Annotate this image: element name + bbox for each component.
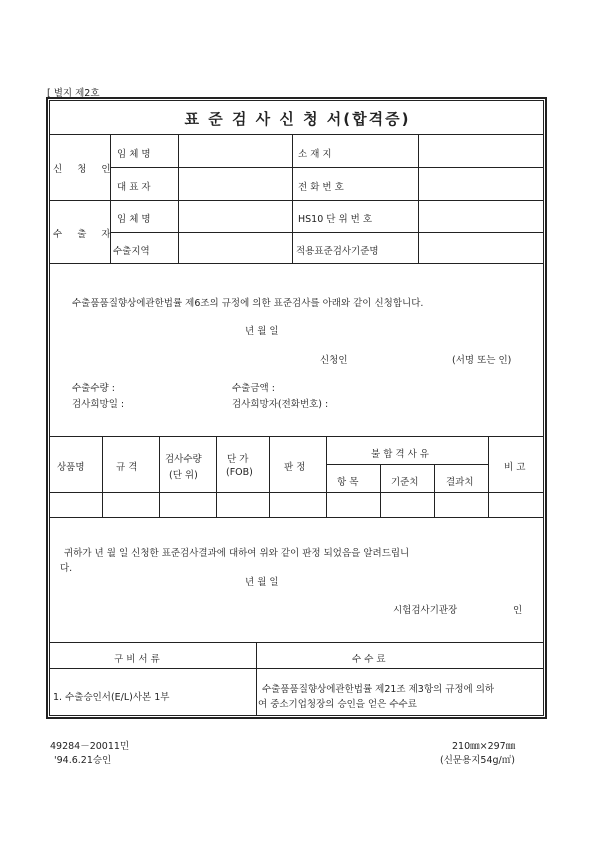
exporter-company-field[interactable]	[180, 202, 290, 230]
col-item-header: 항 목	[337, 477, 359, 488]
fee-header: 수 수 료	[352, 654, 386, 665]
rule-col-qty	[216, 436, 217, 517]
rule-col-product	[102, 436, 103, 517]
col-remarks-header: 비 고	[504, 462, 526, 473]
rule-col-standard	[434, 464, 435, 517]
rule-col-price	[269, 436, 270, 517]
rule-right-label-divider	[418, 134, 419, 263]
col-judgement-header: 판 정	[284, 462, 306, 473]
applicant-address-label: 소 재 지	[298, 149, 332, 160]
rule-table-header-bottom	[49, 492, 544, 493]
request-export-amount: 수출금액 :	[232, 383, 275, 394]
exporter-standard-label: 적용표준검사기준명	[296, 246, 379, 257]
rule-footer-top	[49, 642, 544, 643]
rule-applicant-bottom	[49, 200, 544, 201]
paper-type: (신문용지54g/㎡)	[440, 755, 515, 766]
paper-size: 210㎜×297㎜	[452, 741, 516, 752]
exporter-region-label: 수출지역	[113, 246, 150, 257]
rule-footer-header-bottom	[49, 668, 544, 669]
col-spec-header: 규 격	[116, 462, 138, 473]
result-notice-line2: 다.	[60, 563, 73, 574]
rule-mid-divider	[292, 134, 293, 263]
rule-col-item	[380, 464, 381, 517]
rule-exporter-bottom	[49, 263, 544, 264]
rule-exporter-mid	[110, 232, 544, 233]
col-fail-reason-header: 불 합 격 사 유	[371, 449, 429, 460]
approval-date: '94.6.21승인	[54, 755, 112, 766]
rule-label-divider	[178, 134, 179, 263]
exporter-section-label: 수 출 자	[53, 229, 117, 240]
applicant-phone-field[interactable]	[420, 169, 542, 198]
rule-col-spec	[159, 436, 160, 517]
rule-col-result	[488, 436, 489, 517]
applicant-company-label: 임 체 명	[117, 149, 151, 160]
result-inspector-label: 시험검사기관장	[393, 605, 458, 616]
exporter-company-label: 임 체 명	[117, 214, 151, 225]
request-applicant-label: 신청인	[320, 355, 348, 366]
applicant-representative-field[interactable]	[180, 169, 290, 198]
applicant-address-field[interactable]	[420, 136, 542, 165]
rule-title-bottom	[49, 134, 544, 135]
fee-text-line1: 수출품품질향상에관한법률 제21조 제3항의 규정에 의하	[262, 684, 495, 695]
rule-fail-subheader	[326, 464, 488, 465]
form-code: 49284－20011민	[50, 741, 130, 752]
rule-table-bottom	[49, 517, 544, 518]
rule-footer-divider	[256, 642, 257, 716]
applicant-section-label: 신 청 인	[53, 164, 117, 175]
docs-header: 구 비 서 류	[114, 654, 160, 665]
col-price-header: 단 가	[227, 454, 249, 465]
col-result-header: 결과치	[446, 477, 474, 488]
rule-table-top	[49, 436, 544, 437]
result-date-line: 년 월 일	[245, 577, 279, 588]
request-inspection-person: 검사희망자(전화번호) :	[232, 399, 329, 410]
applicant-representative-label: 대 표 자	[117, 182, 151, 193]
request-signature-label: (서명 또는 인)	[452, 355, 512, 366]
exporter-region-field[interactable]	[180, 234, 290, 261]
exporter-standard-field[interactable]	[420, 234, 542, 261]
exporter-hs-label: HS10 단 위 번 호	[298, 214, 373, 225]
exporter-hs-field[interactable]	[420, 202, 542, 230]
applicant-company-field[interactable]	[180, 136, 290, 165]
applicant-phone-label: 전 화 번 호	[298, 182, 344, 193]
rule-col-judgement	[326, 436, 327, 517]
fee-text-line2: 여 중소기업청장의 승인을 얻은 수수료	[258, 699, 417, 710]
col-product-header: 상품명	[57, 462, 85, 473]
rule-applicant-mid	[110, 167, 544, 168]
result-notice-line1: 귀하가 년 월 일 신청한 표준검사결과에 대하여 위와 같이 판정 되었음을 알려드립니	[64, 548, 410, 559]
col-price-fob-header: (FOB)	[226, 467, 253, 478]
col-qty-unit-header: (단 위)	[169, 470, 198, 481]
request-inspection-date: 검사희망일 :	[72, 399, 125, 410]
request-date-line: 년 월 일	[245, 326, 279, 337]
rule-section-divider	[110, 134, 111, 263]
form-number-label: [ 별지 제2호	[47, 88, 100, 99]
col-qty-header: 검사수량	[165, 454, 202, 465]
request-export-qty: 수출수량 :	[72, 383, 115, 394]
result-seal-label: 인	[513, 605, 523, 616]
col-standard-header: 기준치	[391, 477, 419, 488]
form-title: 표 준 검 사 신 청 서(합격증)	[184, 110, 411, 128]
request-statement: 수출품품질향상에관한법률 제6조의 규정에 의한 표준검사를 아래와 같이 신청합니다.	[72, 298, 424, 309]
doc-item: 1. 수출승인서(E/L)사본 1부	[53, 692, 170, 703]
